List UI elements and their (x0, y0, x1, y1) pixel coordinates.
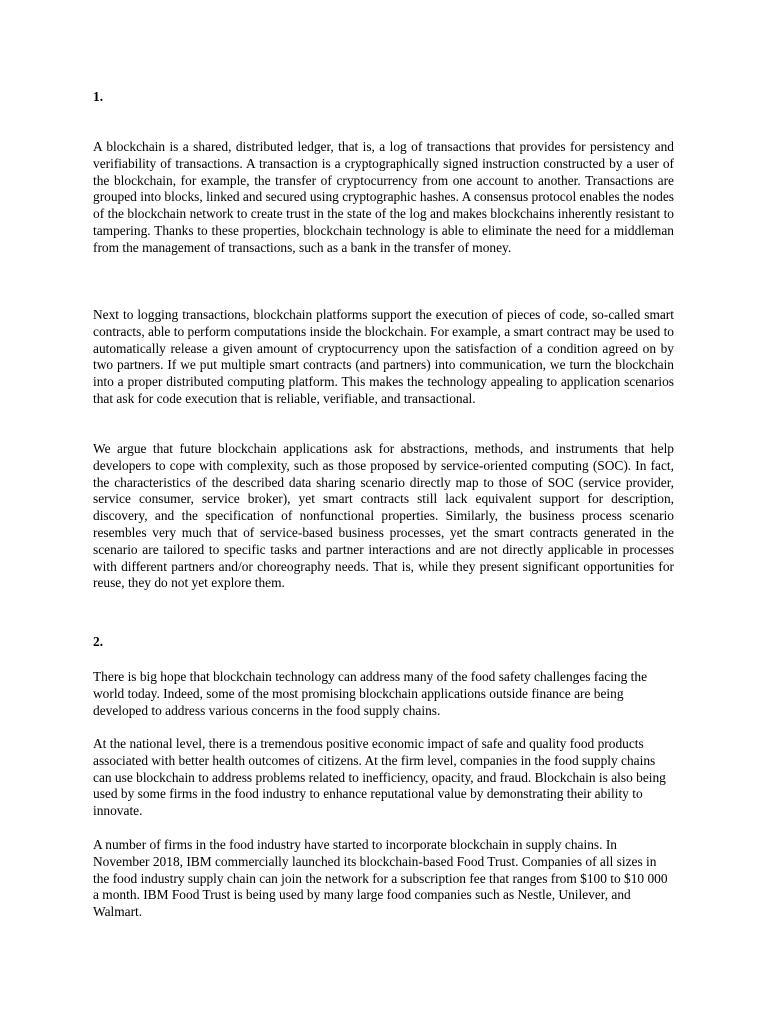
paragraph: We argue that future blockchain applications ask for abstractions, methods, and instruments that help developers to cope with complexity, such as those proposed by service-oriented computing (SOC). In fact, the characteristics of the described data sharing scenario directly map to those of SOC (service provider, service consumer, service broker), yet smart contracts still lack equivalent support for description, discovery, and the specification of nonfunctional properties. Similarly, the business process scenario resembles very much that of service-based business processes, yet the smart contracts generated in the scenario are tailored to specific tasks and partner interactions and are not directly applicable in processes with different partners and/or choreography needs. That is, while they present significant opportunities for reuse, they do not yet explore them. (93, 441, 674, 591)
paragraph: At the national level, there is a tremendous positive economic impact of safe and quality food products associated with better health outcomes of citizens. At the firm level, companies in the food supply chains can use blockchain to address problems related to inefficiency, opacity, and fraud. Blockchain is also being used by some firms in the food industry to enhance reputational value by demonstrating their ability to innovate. (93, 736, 666, 819)
paragraph: A blockchain is a shared, distributed ledger, that is, a log of transactions that provides for persistency and verifiability of transactions. A transaction is a cryptographically signed instruction constructed by a user of the blockchain, for example, the transfer of cryptocurrency from one account to another. Transactions are grouped into blocks, linked and secured using cryptographic hashes. A consensus protocol enables the nodes of the blockchain network to create trust in the state of the log and makes blockchains inherently resistant to tampering. Thanks to these properties, blockchain technology is able to eliminate the need for a middleman from the management of transactions, such as a bank in the transfer of money. (93, 139, 674, 255)
paragraph: There is big hope that blockchain technology can address many of the food safety challenges facing the world today. Indeed, some of the most promising blockchain applications outside finance are being developed to address various concerns in the food supply chains. (93, 669, 648, 718)
section-heading: 1. (93, 89, 104, 104)
section-heading: 2. (93, 634, 104, 649)
paragraph: Next to logging transactions, blockchain platforms support the execution of pieces of code, so-called smart contracts, able to perform computations inside the blockchain. For example, a smart contract may be used to automatically release a given amount of cryptocurrency upon the satisfaction of a condition agreed on by two partners. If we put multiple smart contracts (and partners) into communication, we turn the blockchain into a proper distributed computing platform. This makes the technology appealing to application scenarios that ask for code execution that is reliable, verifiable, and transactional. (93, 307, 674, 406)
paragraph: A number of firms in the food industry have started to incorporate blockchain in supply chains. In November 2018, IBM commercially launched its blockchain-based Food Trust. Companies of all sizes in the food industry supply chain can join the network for a subscription fee that ranges from $100 to $10 000 a month. IBM Food Trust is being used by many large food companies such as Nestle, Unilever, and Walmart. (93, 837, 668, 920)
